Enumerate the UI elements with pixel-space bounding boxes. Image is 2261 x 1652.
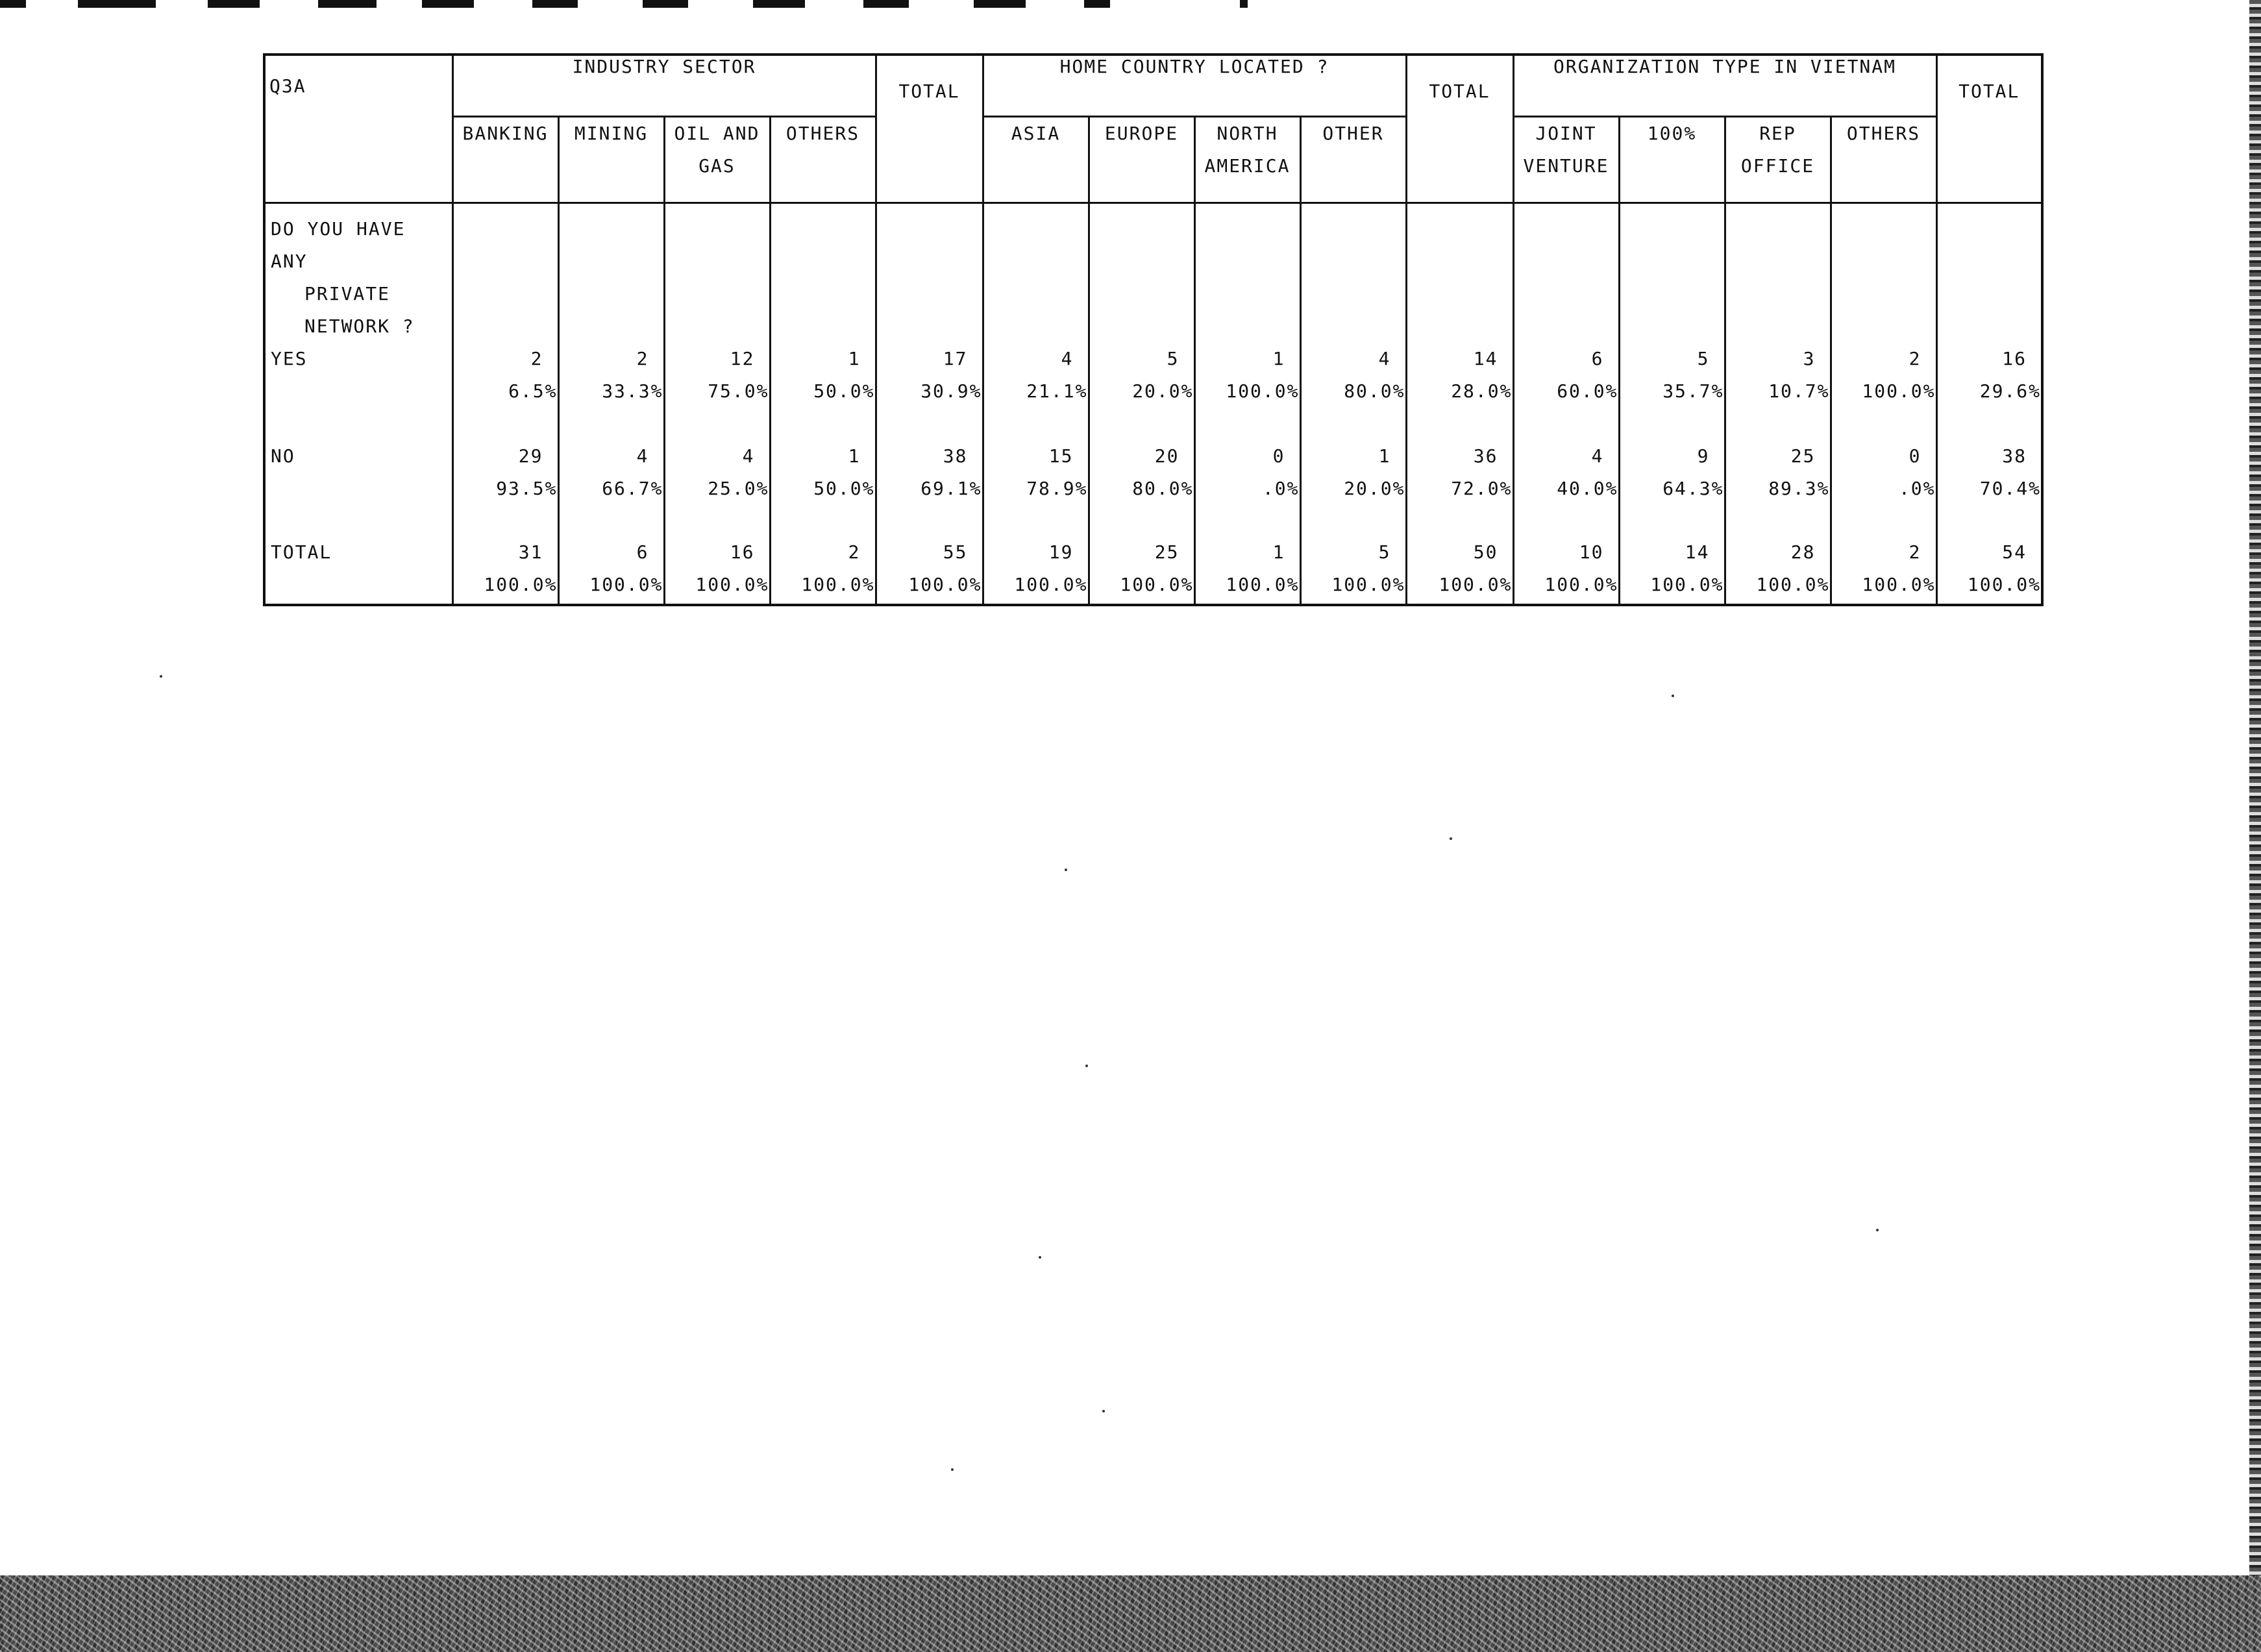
cell-percent: .0% [1898, 478, 1936, 499]
column-header [1619, 117, 1725, 203]
cell-count: 3 [1803, 348, 1816, 369]
cell-count: 2 [848, 541, 861, 563]
cell-count: 54 [2002, 541, 2027, 563]
cell-count: 36 [1473, 445, 1498, 467]
row-label [264, 343, 452, 440]
row-label [264, 440, 452, 536]
cell-percent: .0% [1262, 478, 1300, 499]
table-cell [1406, 536, 1513, 605]
cell-percent: 100.0% [484, 574, 558, 595]
table-cell [1725, 343, 1831, 440]
table-cell [664, 343, 770, 440]
table-cell [1725, 440, 1831, 536]
cell-count: 14 [1685, 541, 1710, 563]
row-label-text: TOTAL [271, 541, 332, 563]
table-cell [1300, 343, 1406, 440]
column-header [1089, 117, 1194, 203]
cell-percent: 28.0% [1451, 380, 1513, 402]
cell-percent: 100.0% [1331, 574, 1405, 595]
cell-count: 6 [636, 541, 649, 563]
cell-count: 1 [848, 348, 861, 369]
cell-percent: 20.0% [1344, 478, 1405, 499]
cell-count: 4 [1061, 348, 1074, 369]
total-header-industry: TOTAL [876, 55, 983, 203]
table-cell [1831, 536, 1936, 605]
cell-count: 15 [1048, 445, 1074, 467]
column-header-line: 100% [1647, 123, 1697, 144]
table-cell [876, 536, 983, 605]
cell-percent: 80.0% [1132, 478, 1194, 499]
cell-percent: 10.7% [1768, 380, 1830, 402]
cell-count: 14 [1473, 348, 1498, 369]
column-header [1194, 117, 1300, 203]
cell-percent: 93.5% [496, 478, 558, 499]
question-line: DO YOU HAVE ANY [271, 218, 406, 272]
total-header-organization: TOTAL [1936, 55, 2042, 203]
cell-count: 10 [1579, 541, 1604, 563]
cell-percent: 33.3% [602, 380, 663, 402]
table-cell [876, 440, 983, 536]
cell-percent: 29.6% [1979, 380, 2042, 402]
cell-percent: 100.0% [1862, 380, 1936, 402]
question-text [264, 203, 452, 343]
column-header-line: REP [1759, 123, 1796, 144]
column-header [1725, 117, 1831, 203]
table-cell [1936, 343, 2042, 440]
cell-percent: 100.0% [801, 574, 875, 595]
table-cell [1089, 536, 1194, 605]
column-header-line: OTHER [1322, 123, 1384, 144]
cell-count: 4 [742, 445, 755, 467]
cell-count: 5 [1167, 348, 1180, 369]
cell-percent: 6.5% [508, 380, 558, 402]
column-header-line: GAS [698, 155, 735, 177]
cell-percent: 25.0% [708, 478, 769, 499]
cell-count: 12 [730, 348, 755, 369]
group-header-organization-type: ORGANIZATION TYPE IN VIETNAM [1513, 55, 1936, 117]
cell-percent: 50.0% [813, 380, 875, 402]
cell-percent: 78.9% [1026, 478, 1088, 499]
cell-percent: 70.4% [1979, 478, 2042, 499]
table-cell [1089, 440, 1194, 536]
column-header [983, 117, 1089, 203]
cell-count: 20 [1154, 445, 1180, 467]
table-cell [1936, 536, 2042, 605]
table-cell [558, 343, 664, 440]
table-cell [1831, 440, 1936, 536]
cell-count: 5 [1697, 348, 1710, 369]
cell-percent: 100.0% [695, 574, 769, 595]
cell-count: 1 [1272, 541, 1285, 563]
row-label-text: YES [271, 348, 308, 369]
cell-percent: 89.3% [1768, 478, 1830, 499]
cell-count: 25 [1790, 445, 1816, 467]
cell-percent: 100.0% [1967, 574, 2042, 595]
cell-percent: 100.0% [1756, 574, 1830, 595]
cell-percent: 100.0% [589, 574, 663, 595]
cell-percent: 50.0% [813, 478, 875, 499]
table-cell [1194, 440, 1300, 536]
table-row [264, 536, 2042, 605]
cell-percent: 64.3% [1662, 478, 1724, 499]
column-header-line: OIL AND [674, 123, 760, 144]
cell-count: 0 [1909, 445, 1921, 467]
cell-percent: 100.0% [1650, 574, 1724, 595]
crosstab-table [263, 53, 2044, 606]
cell-percent: 75.0% [708, 380, 769, 402]
cell-count: 28 [1790, 541, 1816, 563]
cell-percent: 69.1% [920, 478, 982, 499]
table-cell [770, 536, 876, 605]
cell-percent: 100.0% [1226, 574, 1300, 595]
table-cell [1725, 536, 1831, 605]
cell-percent: 100.0% [1439, 574, 1513, 595]
cell-count: 31 [518, 541, 543, 563]
column-header-line: EUROPE [1104, 123, 1179, 144]
cell-count: 1 [848, 445, 861, 467]
question-line: NETWORK ? [304, 315, 415, 337]
row-label [264, 536, 452, 605]
row-label-text: NO [271, 445, 295, 467]
table-cell [558, 536, 664, 605]
cell-percent: 66.7% [602, 478, 663, 499]
table-cell [876, 343, 983, 440]
cell-count: 4 [636, 445, 649, 467]
table-cell [770, 440, 876, 536]
table-cell [452, 343, 558, 440]
cell-count: 17 [943, 348, 968, 369]
table-cell [1513, 440, 1619, 536]
cell-percent: 60.0% [1557, 380, 1618, 402]
column-header [1513, 117, 1619, 203]
cell-count: 2 [636, 348, 649, 369]
column-header [452, 117, 558, 203]
scan-bottom-band [0, 1575, 2261, 1652]
table-cell [1619, 343, 1725, 440]
column-header [664, 117, 770, 203]
cell-percent: 35.7% [1662, 380, 1724, 402]
column-header [1831, 117, 1936, 203]
cell-percent: 100.0% [1120, 574, 1194, 595]
group-header-home-country: HOME COUNTRY LOCATED ? [983, 55, 1406, 117]
table-cell [1406, 440, 1513, 536]
column-header-line: BANKING [462, 123, 549, 144]
column-header-line: JOINT [1535, 123, 1597, 144]
column-header [558, 117, 664, 203]
cell-count: 16 [2002, 348, 2027, 369]
cell-count: 9 [1697, 445, 1710, 467]
cell-count: 19 [1048, 541, 1074, 563]
cell-count: 55 [943, 541, 968, 563]
table-cell [1300, 440, 1406, 536]
table-cell [1619, 536, 1725, 605]
table-cell [1831, 343, 1936, 440]
table-cell [452, 440, 558, 536]
cell-count: 29 [518, 445, 543, 467]
column-header-line: ASIA [1011, 123, 1061, 144]
cell-count: 2 [1909, 541, 1921, 563]
table-cell [1089, 343, 1194, 440]
table-cell [1194, 343, 1300, 440]
cell-percent: 100.0% [1544, 574, 1618, 595]
cell-count: 38 [943, 445, 968, 467]
cell-percent: 100.0% [1226, 380, 1300, 402]
cell-count: 50 [1473, 541, 1498, 563]
cell-percent: 100.0% [908, 574, 982, 595]
table-cell [1513, 536, 1619, 605]
cell-percent: 21.1% [1026, 380, 1088, 402]
cell-count: 4 [1378, 348, 1391, 369]
cell-count: 4 [1591, 445, 1604, 467]
table-cell [1300, 536, 1406, 605]
table-cell [1194, 536, 1300, 605]
column-header [1300, 117, 1406, 203]
cell-percent: 20.0% [1132, 380, 1194, 402]
table-cell [558, 440, 664, 536]
cell-count: 2 [1909, 348, 1921, 369]
cell-percent: 100.0% [1014, 574, 1088, 595]
column-header-line: OFFICE [1740, 155, 1815, 177]
table-cell [983, 440, 1089, 536]
scan-edge-dashes [0, 0, 1266, 9]
table-row [264, 343, 2042, 440]
column-header-line: VENTURE [1523, 155, 1609, 177]
column-header-line: OTHERS [1846, 123, 1921, 144]
column-header-line: OTHERS [785, 123, 860, 144]
table-cell [1619, 440, 1725, 536]
question-line: PRIVATE [304, 283, 391, 304]
table-cell [983, 343, 1089, 440]
table-cell [664, 536, 770, 605]
column-header-line: MINING [574, 123, 649, 144]
table-cell [983, 536, 1089, 605]
cell-percent: 72.0% [1451, 478, 1513, 499]
cell-count: 5 [1378, 541, 1391, 563]
table-cell [770, 343, 876, 440]
cell-count: 1 [1272, 348, 1285, 369]
cell-count: 2 [530, 348, 543, 369]
cell-percent: 80.0% [1344, 380, 1405, 402]
cell-count: 25 [1154, 541, 1180, 563]
table-cell [1936, 440, 2042, 536]
total-header-home-country: TOTAL [1406, 55, 1513, 203]
column-header-line: NORTH [1217, 123, 1278, 144]
cell-percent: 30.9% [920, 380, 982, 402]
cell-count: 38 [2002, 445, 2027, 467]
column-header-line: AMERICA [1204, 155, 1291, 177]
cell-count: 6 [1591, 348, 1604, 369]
cell-percent: 40.0% [1557, 478, 1618, 499]
table-cell [452, 536, 558, 605]
question-id: Q3A [264, 55, 452, 203]
table-row [264, 440, 2042, 536]
table-cell [664, 440, 770, 536]
cell-count: 0 [1272, 445, 1285, 467]
cell-count: 1 [1378, 445, 1391, 467]
column-header [770, 117, 876, 203]
group-header-industry-sector: INDUSTRY SECTOR [452, 55, 876, 117]
table-cell [1513, 343, 1619, 440]
table-cell [1406, 343, 1513, 440]
cell-count: 16 [730, 541, 755, 563]
scan-right-edge [2249, 0, 2261, 1577]
cell-percent: 100.0% [1862, 574, 1936, 595]
